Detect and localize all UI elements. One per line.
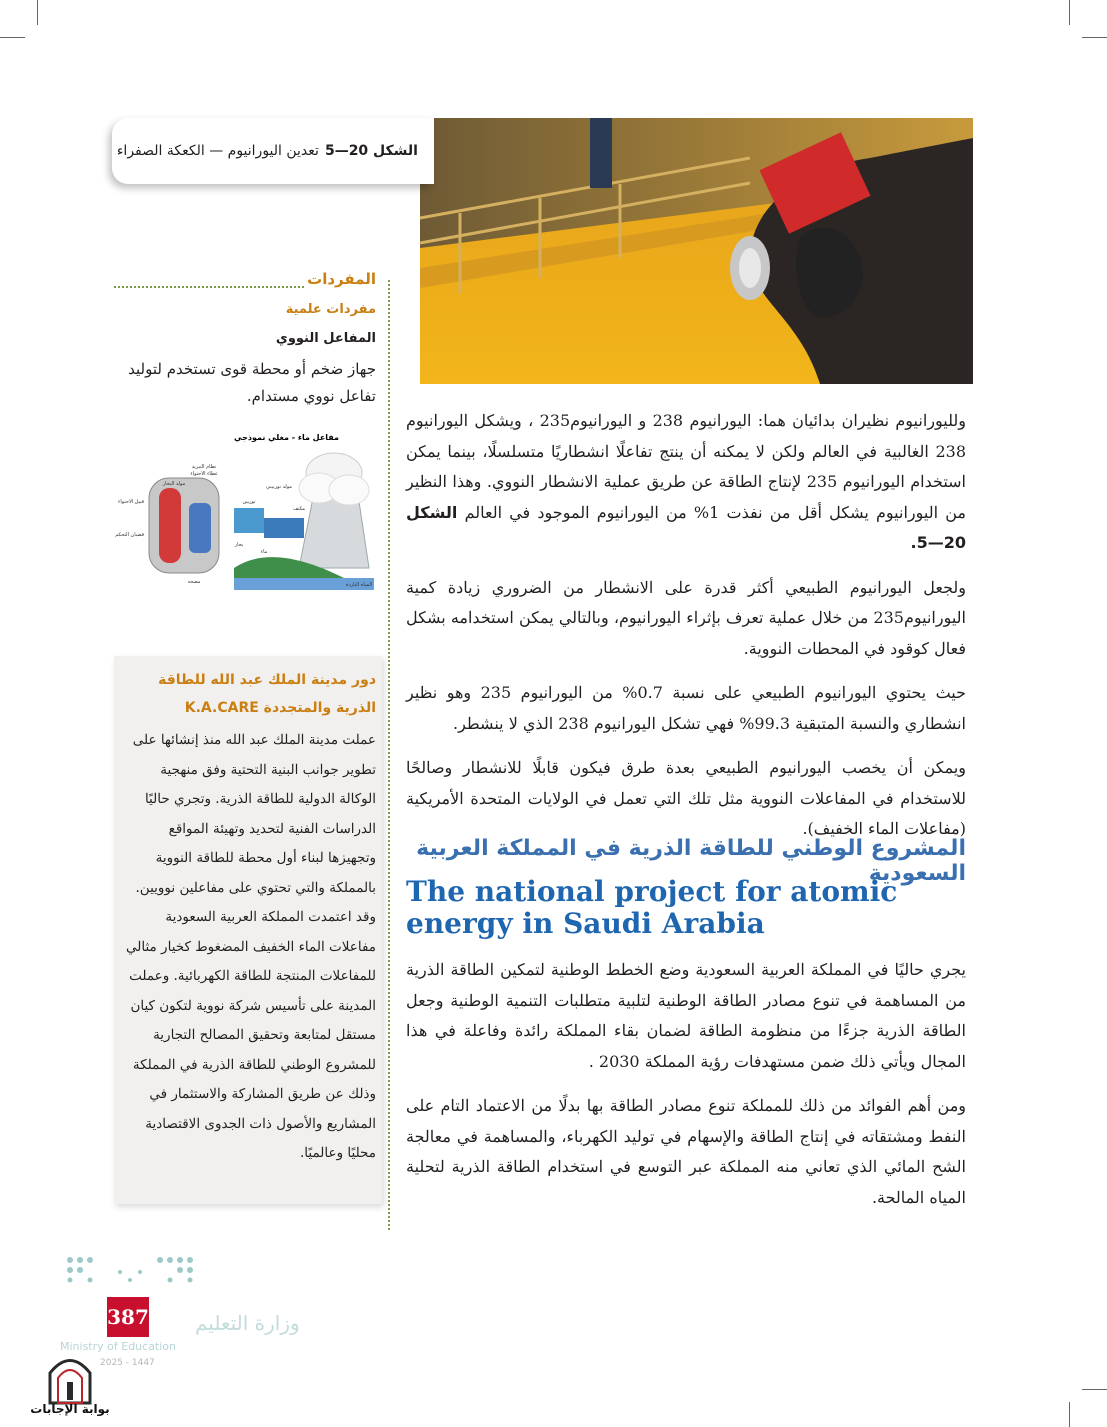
ministry-name-english: Ministry of Education bbox=[60, 1340, 177, 1353]
sidebox-text: عملت مدينة الملك عبد الله منذ إنشائها على تطوير جوانب البنية التحتية وفق منهجية الوكالة الدولية للطاقة الذرية. وتجري حاليًا الدراسات الفنية لتحديد وتهيئة المواقع وتجهيزها لبناء أول محطة للطاقة النووية بالمملكة والتي تحتوي على مفاعلين نوويين. وقد اعتمدت المملكة العربية السعودية مفاعلات الماء الخفيف المضغوط كخيار مثالي للمفاعلات المنتجة للطاقة الكهربائية. وعملت المدينة على تأسيس شركة نووية لتكون كيان مستقل لمتابعة وتحقيق المصالح التجارية للمشروع الوطني للطاقة الذرية في المملكة وذلك عن طريق المشاركة والاستثمار في المشاريع والأصول ذات الجدوى الاقتصادية محليًا وعالميًا. bbox=[125, 732, 376, 1161]
ministry-name-arabic: وزارة التعليم bbox=[195, 1311, 300, 1335]
figure-label: الشكل 20—5 bbox=[324, 143, 418, 159]
diagram-label: مضخة bbox=[187, 579, 201, 585]
crop-mark bbox=[1082, 1389, 1107, 1390]
diagram-label: قضبان التحكم bbox=[115, 532, 144, 538]
paragraph bbox=[406, 406, 966, 559]
diagram-label: قبيل الاحتواء bbox=[118, 499, 144, 505]
figure-caption bbox=[112, 118, 434, 184]
figure-reference: الشكل 20—5. bbox=[406, 502, 966, 552]
section-title-english: The national project for atomic energy in Saudi Arabia bbox=[406, 875, 898, 940]
vocabulary-panel bbox=[114, 270, 376, 410]
paragraph: ويمكن أن يخصب اليورانيوم الطبيعي بعدة طرق فيكون قابلًا للانشطار وصالحًا للاستخدام في المفاعلات النووية مثل تلك التي تعمل في الولايات المتحدة الأمريكية (مفاعلات الماء الخفيف). bbox=[406, 758, 967, 838]
diagram-label: بخار bbox=[234, 542, 244, 548]
diagram-label: المياه الباردة bbox=[345, 582, 373, 588]
diagram-label: غطاء الاحتواء bbox=[190, 471, 218, 477]
diagram-label: مكثف bbox=[292, 506, 306, 512]
paragraph-text: ولليورانيوم نظيران بدائيان هما: اليورانيوم 238 و اليورانيوم235 ، ويشكل اليورانيوم 238 الغالبية في العالم ولكن لا يمكنه أن ينتج تفاعلًا انشطاريًا متسلسلًا، بينما يمكن استخدام اليورانيوم 235 لإنتاج الطاقة عن طريق عملية الانشطار النووي. وهذا النظير من اليورانيوم يشكل أقل من نفذت 1% من اليورانيوم الموجود في العالم bbox=[406, 411, 967, 522]
paragraph: ولجعل اليورانيوم الطبيعي أكثر قدرة على الانشطار من الضروري زيادة كمية اليورانيوم235 من خلال عملية تعرف بإثراء اليورانيوم، وبالتالي يمكن استخدامه بشكل فعال كوقود في المحطات النووية. bbox=[406, 577, 966, 658]
diagram-label: مولد البخار bbox=[162, 481, 186, 487]
diagram-title: مفاعل ماء - مغلي نموذجي bbox=[234, 433, 340, 442]
sidebox-title: دور مدينة الملك عبد الله للطاقة bbox=[158, 672, 376, 688]
crop-mark bbox=[37, 0, 38, 25]
diagram-label: نظام التبريد bbox=[191, 464, 217, 470]
watermark-text: بوابة الإجابات bbox=[30, 1402, 110, 1416]
paragraph: حيث يحتوي اليورانيوم الطبيعي على نسبة 0.7% من اليورانيوم 235 وهو نظير انشطاري والنسبة المتبقية 99.3% فهي تشكل اليورانيوم 238 الذي لا ينشطر. bbox=[406, 683, 966, 733]
reactor-diagram bbox=[114, 428, 376, 598]
section-title-arabic: المشروع الوطني للطاقة الذرية في المملكة العربية السعودية bbox=[416, 836, 966, 886]
diagram-label: مولد توربيني bbox=[266, 484, 292, 490]
crop-mark bbox=[1069, 0, 1070, 25]
main-column bbox=[406, 406, 966, 859]
section-body bbox=[406, 955, 966, 1227]
sidebox-title: الذرية والمتجددة K.A.CARE bbox=[184, 700, 376, 716]
column-divider bbox=[388, 280, 390, 1230]
figure-caption-text: تعدين اليورانيوم — الكعكة الصفراء bbox=[116, 143, 319, 159]
vocabulary-term: المفاعل النووي bbox=[275, 331, 376, 346]
crop-mark bbox=[0, 37, 25, 38]
edition-year: 2025 - 1447 bbox=[100, 1358, 155, 1368]
paragraph: يجري حاليًا في المملكة العربية السعودية وضع الخطط الوطنية لتمكين الطاقة الذرية من المساهمة في تنوع مصادر الطاقة الوطنية لتلبية متطلبات التنمية الوطنية وجعل الطاقة الذرية جزءًا من منظومة الطاقة لضمان بقاء المملكة رائدة وفاعلة في هذا المجال ويأتي ذلك ضمن مستهدفات رؤية المملكة 2030 . bbox=[406, 960, 966, 1071]
page-number: 387 bbox=[107, 1297, 149, 1337]
paragraph: ومن أهم الفوائد من ذلك للمملكة تنوع مصادر الطاقة بها بدلًا من الاعتماد التام على النفط ومشتقاته في إنتاج الطاقة والإسهام في توليد الكهرباء، والمساهمة في معالجة الشح المائي الذي تعاني منه المملكة عبر التوسع في استخدام الطاقة الذرية لتحلية المياه المالحة. bbox=[406, 1096, 966, 1207]
uranium-mining-photo bbox=[420, 118, 973, 384]
diagram-label: توربين bbox=[242, 499, 256, 505]
vocabulary-heading: المفردات bbox=[307, 270, 376, 288]
diagram-label: ماء bbox=[260, 549, 268, 555]
vocabulary-definition: جهاز ضخم أو محطة قوى تستخدم لتوليد تفاعل نووي مستدام. bbox=[128, 360, 376, 405]
vocabulary-subheading: مفردات علمية bbox=[285, 302, 376, 317]
crop-mark bbox=[1082, 37, 1107, 38]
crop-mark bbox=[1069, 1402, 1070, 1427]
kacare-sidebox bbox=[114, 656, 382, 1204]
